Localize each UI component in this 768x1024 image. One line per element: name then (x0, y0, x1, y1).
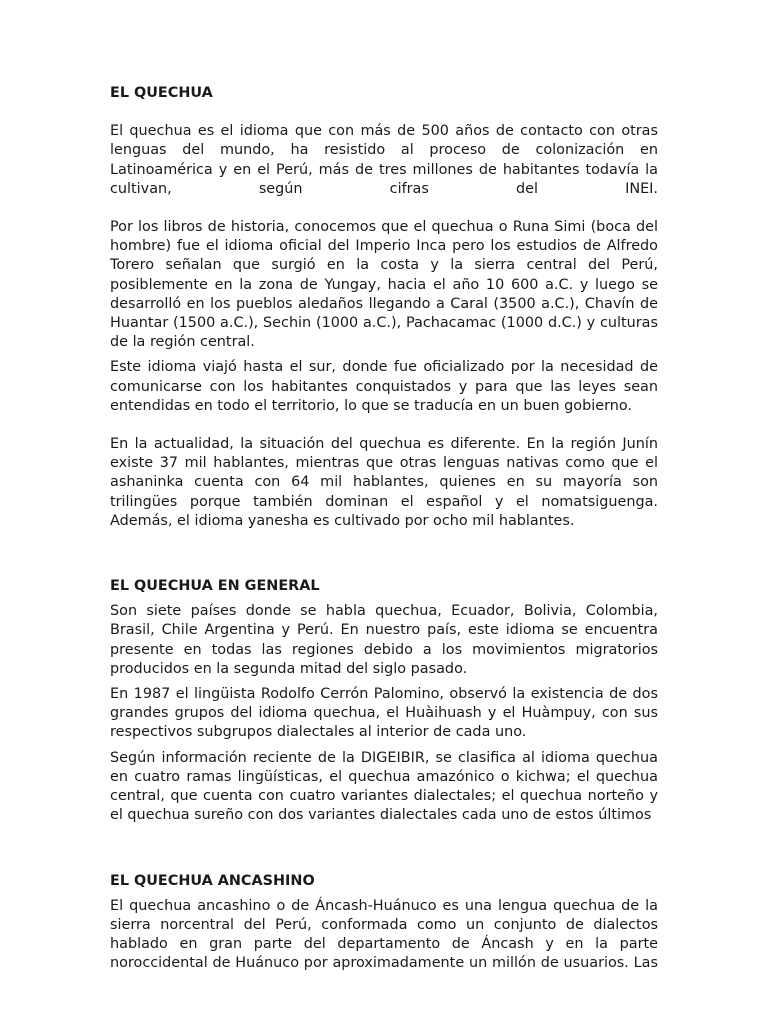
section-heading: EL QUECHUA (110, 85, 213, 101)
document-page (110, 84, 658, 974)
paragraph: Son siete países donde se habla quechua, Ecuador, Bolivia, Colombia, Brasil, Chile Argentina y Perú. En nuestro país, este idioma se encuentra presente en todas las regiones debido a los movimientos migratorios producidos en la segunda mitad del siglo pasado. (110, 603, 658, 677)
paragraph: El quechua ancashino o de Áncash-Huánuco es una lengua quechua de la sierra norcentral del Perú, conformada como un conjunto de dialectos hablado en gran parte del departamento de Áncash y en la parte noroccidental de Huánuco por aproximadamente un millón de usuarios. Las (110, 897, 658, 972)
paragraph: Este idioma viajó hasta el sur, donde fue oficializado por la necesidad de comunicarse con los habitantes conquistados y para que las leyes sean entendidas en todo el territorio, lo que se traducía en un buen gobierno. (110, 359, 658, 414)
section-heading: EL QUECHUA EN GENERAL (110, 578, 320, 595)
paragraph: El quechua es el idioma que con más de 500 años de contacto con otras lenguas del mundo, ha resistido al proceso de colonización en Latinoamérica y en el Perú, más de tres millones de habitantes todavía la cultivan, según cifras del INEI. (110, 123, 658, 197)
paragraph: Según información reciente de la DIGEIBIR, se clasifica al idioma quechua en cuatro ramas lingüísticas, el quechua amazónico o kichwa; el quechua central, que cuenta con cuatro variantes dialectales; el quechua norteño y el quechua sureño con dos variantes dialectales cada uno de estos últimos (110, 749, 658, 824)
paragraph: Por los libros de historia, conocemos que el quechua o Runa Simi (boca del hombre) fue el idioma oficial del Imperio Inca pero los estudios de Alfredo Torero señalan que surgió en la costa y la sierra central del Perú, posiblemente en la zona de Yungay, hacia el año 10 600 a.C. y luego se desarrolló en los pueblos aledaños llegando a Caral (3500 a.C.), Chavín de Huantar (1500 a.C.), Sechin (1000 a.C.), Pachacamac (1000 d.C.) y culturas de la región central. (110, 219, 658, 351)
section-heading: EL QUECHUA ANCASHINO (110, 872, 315, 889)
paragraph: En la actualidad, la situación del quechua es diferente. En la región Junín existe 37 mil hablantes, mientras que otras lenguas nativas como que el ashaninka cuenta con 64 mil hablantes, quienes en su mayoría son trilingües porque también dominan el español y el nomatsiguenga. Además, el idioma yanesha es cultivado por ocho mil hablantes. (110, 436, 658, 529)
paragraph: En 1987 el lingüista Rodolfo Cerrón Palomino, observó la existencia de dos grandes grupos del idioma quechua, el Huàihuash y el Huàmpuy, con sus respectivos subgrupos dialectales al interior de cada uno. (110, 686, 658, 741)
